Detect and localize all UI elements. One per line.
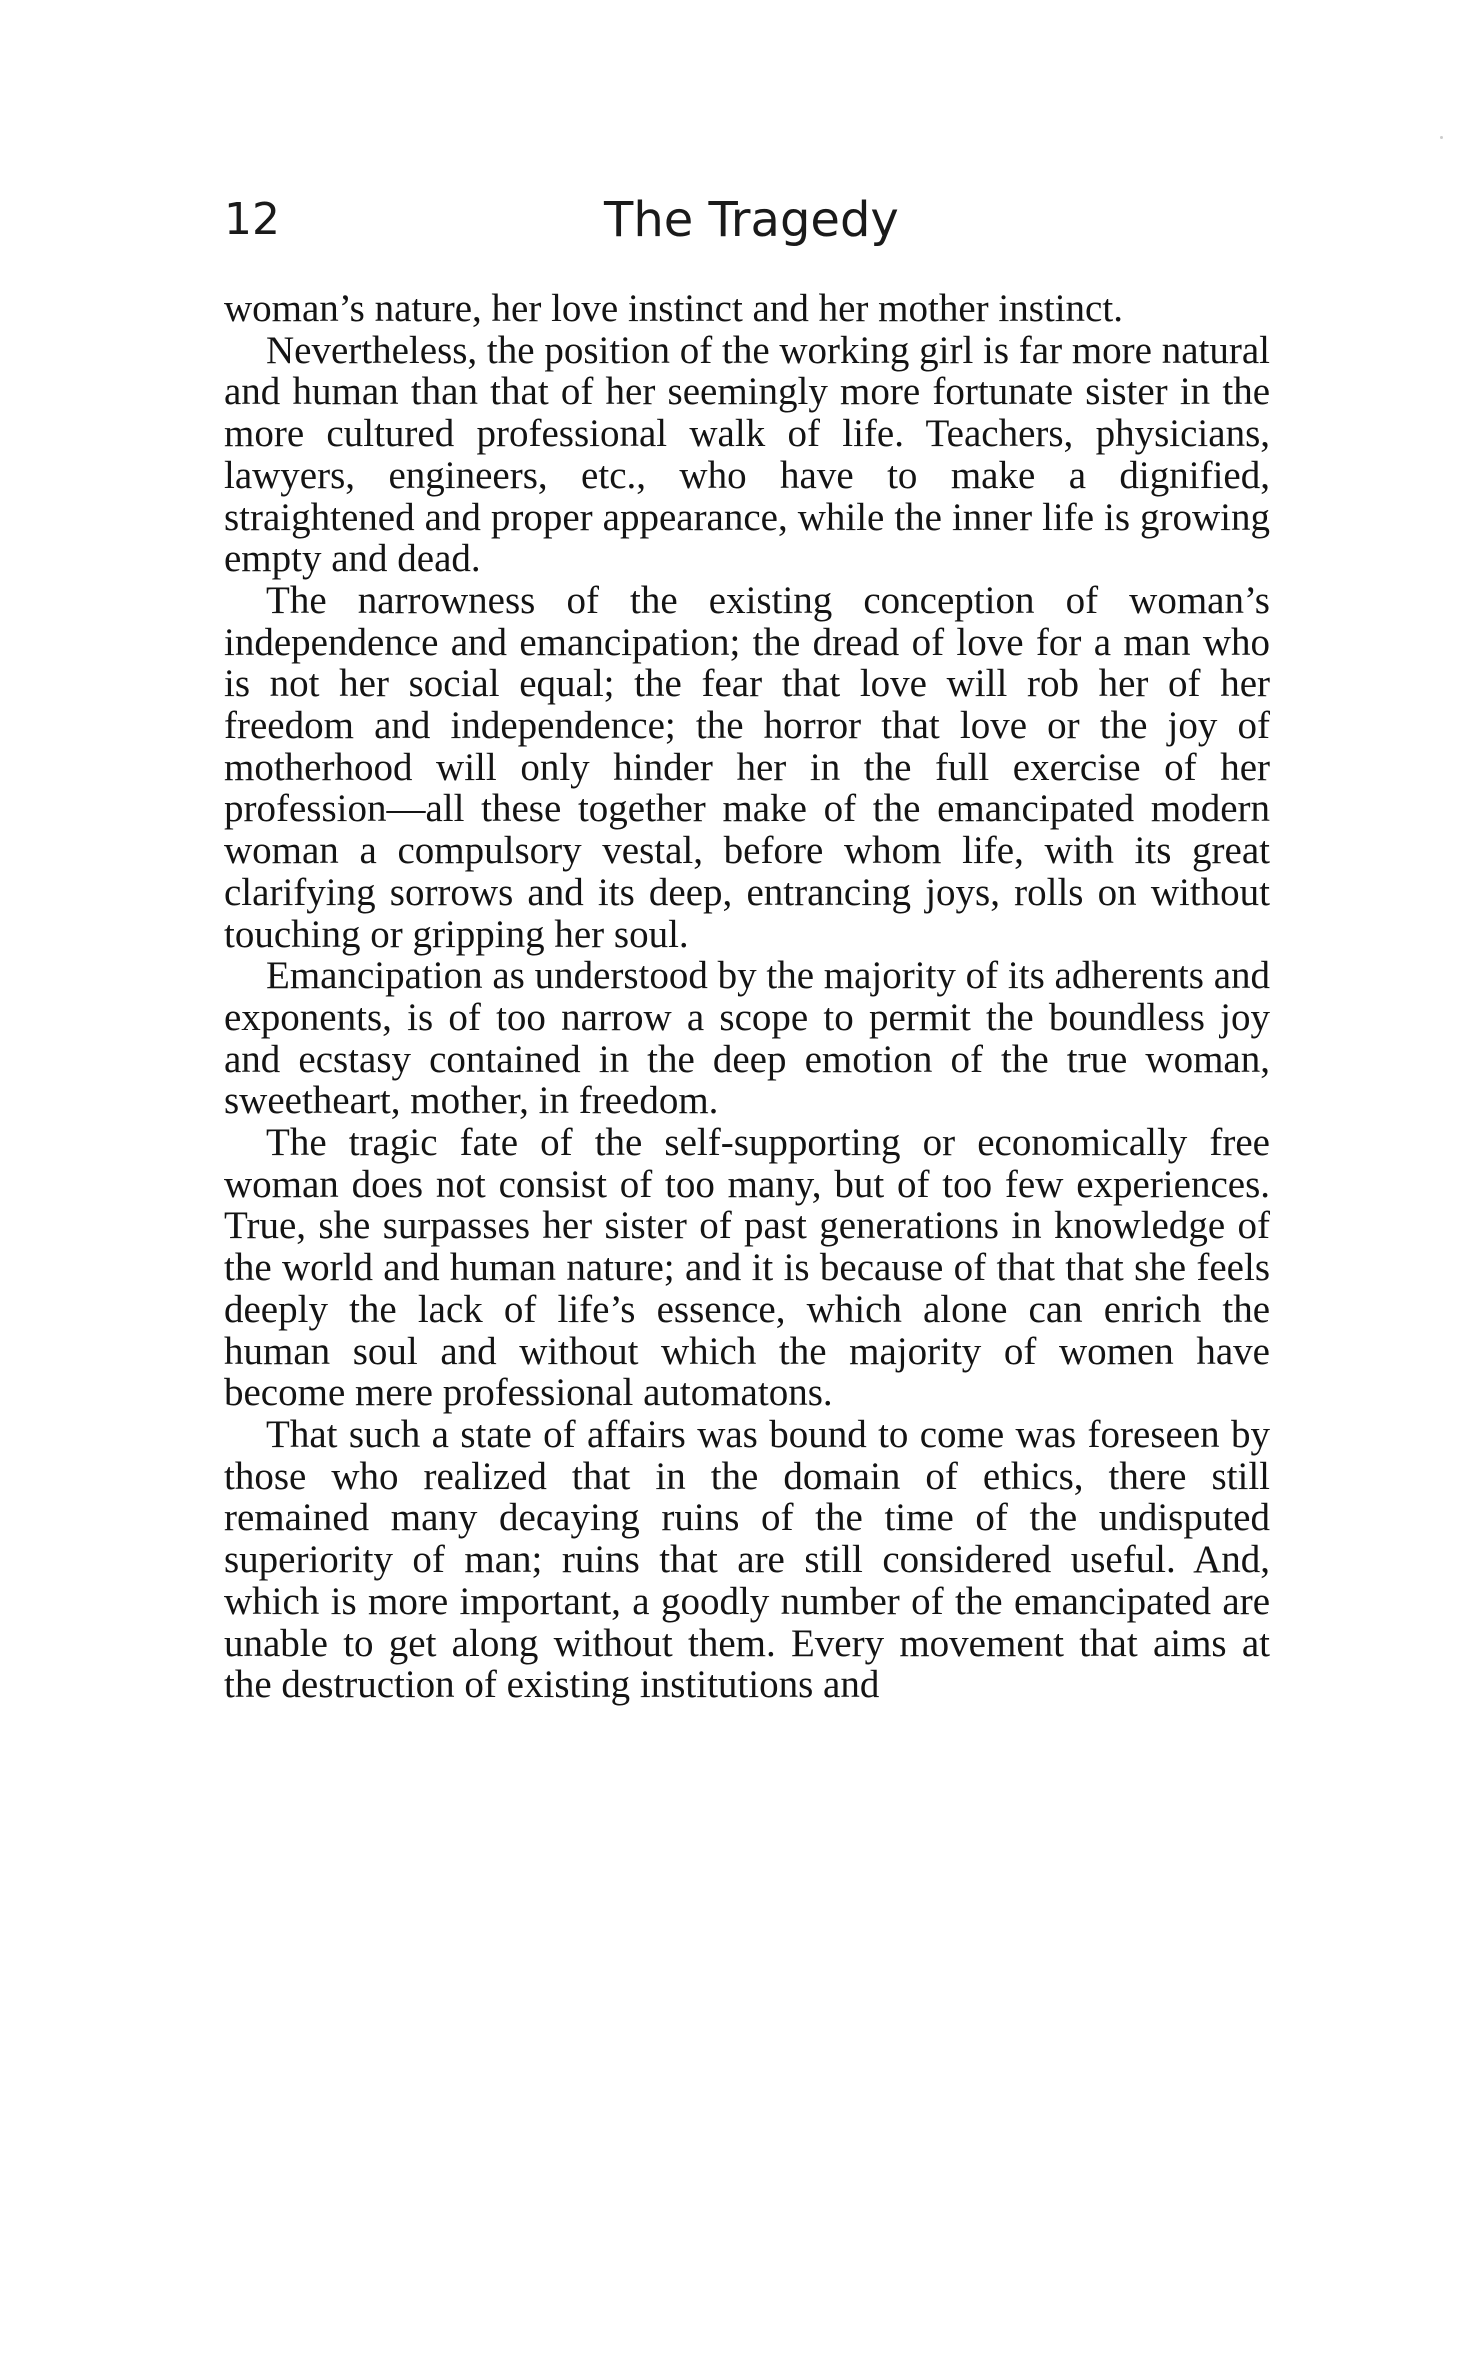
scan-speck — [1440, 136, 1443, 139]
paragraph: Emancipation as understood by the majority of its adherents and exponents, is of too narrow a scope to permit the boundless joy and ecstasy contained in the deep emotion of the true woman, sweetheart, mother, in freedom. — [224, 954, 1271, 1123]
page-header — [224, 188, 1270, 252]
body-text — [224, 288, 1270, 1706]
paragraph: The narrowness of the existing conception of woman’s independence and emancipation; the dread of love for a man who is not her social equal; the fear that love will rob her of her freedom and independence; the horror that love or the joy of motherhood will only hinder her in the full exercise of her profession—all these together make of the emancipated modern woman a compulsory vestal, before whom life, with its great clarifying sorrows and its deep, entrancing joys, rolls on without touching or gripping her soul. — [224, 578, 1270, 956]
running-title: The Tragedy — [604, 192, 899, 248]
paragraph: Nevertheless, the position of the working girl is far more natural and human than that of her seemingly more fortunate sister in the more cultured professional walk of life. Teachers, physicians, lawyers, engineers, etc., who have to make a dignified, straightened and proper appearance, while the inner life is growing empty and dead. — [224, 328, 1270, 581]
paragraph-continuation: woman’s nature, her love instinct and her mother instinct. — [224, 287, 1123, 330]
paragraph: The tragic fate of the self-supporting or economically free woman does not consist of too many, but of too few experiences. True, she surpasses her sister of past generations in knowledge of the world and human nature; and it is because of that that she feels deeply the lack of life’s essence, which alone can enrich the human soul and without which the majority of women have become mere professional automatons. — [224, 1121, 1270, 1415]
page-number: 12 — [224, 194, 280, 245]
paragraph-last: That such a state of affairs was bound to come was foreseen by those who realized that in the domain of ethics, there still remained many decaying ruins of the time of the undisputed superiority of man; ruins that are still considered useful. And, which is more important, a goodly number of the emancipated are unable to get along without them. Every movement that aims at the destruction of existing institutions and — [224, 1412, 1270, 1707]
